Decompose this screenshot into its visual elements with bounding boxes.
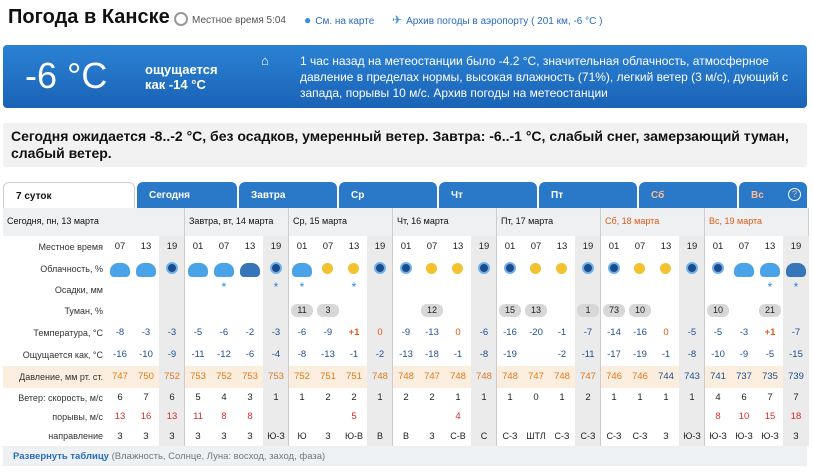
cell-press: 747 — [424, 371, 440, 382]
cell-wind: 0 — [533, 392, 539, 403]
archive-link[interactable]: ✈ Архив погоды в аэропорту ( 201 км, -6 °C ) — [392, 13, 603, 27]
cell-time: 19 — [166, 241, 178, 252]
cell-time: 13 — [348, 241, 360, 252]
sun-icon — [634, 263, 645, 274]
cell-time: 01 — [400, 241, 412, 252]
cloud-icon — [214, 263, 234, 277]
cell-gust — [393, 408, 419, 426]
cell-feels: -10 — [139, 349, 153, 360]
cell-dir: ШТЛ — [526, 431, 546, 441]
cell-time: 07 — [530, 241, 542, 252]
day-tabs — [3, 182, 807, 208]
cell-gust — [601, 408, 627, 426]
cell-gust — [679, 408, 705, 426]
cell-wind: 1 — [299, 392, 305, 403]
cell-feels: -5 — [765, 349, 775, 360]
snow-icon: * — [767, 280, 773, 294]
cell-temp: -2 — [245, 327, 255, 338]
cell-time: 07 — [426, 241, 438, 252]
snow-icon: * — [793, 280, 799, 294]
cell-wind: 6 — [741, 392, 747, 403]
cell-temp: -8 — [115, 327, 125, 338]
cell-wind: 2 — [403, 392, 409, 403]
cell-gust: 10 — [738, 411, 750, 422]
cell-temp: -14 — [607, 327, 621, 338]
cell-dir: З — [221, 431, 227, 441]
cell-wind: 7 — [143, 392, 149, 403]
cloud-icon — [786, 263, 806, 277]
tab-2[interactable] — [239, 182, 337, 208]
cell-dir: Ю-З — [683, 431, 701, 441]
cell-time: 19 — [270, 241, 282, 252]
snow-icon: * — [299, 280, 305, 294]
cell-feels: -2 — [375, 349, 385, 360]
cell-feels: -11 — [191, 349, 205, 360]
cell-press: 751 — [320, 371, 336, 382]
cell-gust — [549, 408, 575, 426]
cell-feels: -1 — [661, 349, 671, 360]
tab-label: Сб — [651, 190, 665, 201]
cell-dir: Ю — [297, 431, 307, 441]
cell-time: 07 — [218, 241, 230, 252]
tab-label: Вс — [751, 190, 764, 201]
cell-time: 01 — [712, 241, 724, 252]
cell-gust: 8 — [247, 411, 253, 422]
cell-press: 735 — [762, 371, 778, 382]
cloud-icon — [240, 263, 260, 277]
tab-label: Завтра — [251, 190, 286, 201]
cell-temp: -5 — [193, 327, 203, 338]
cell-gust — [653, 408, 679, 426]
cell-time: 13 — [140, 241, 152, 252]
cell-temp: -16 — [633, 327, 647, 338]
cell-dir: С-З — [632, 431, 648, 441]
tab-label: Чт — [451, 190, 463, 201]
cell-temp: -20 — [529, 327, 543, 338]
cell-press: 748 — [398, 371, 414, 382]
moon-icon — [374, 262, 386, 274]
cell-gust: 13 — [166, 411, 178, 422]
cell-dir: З — [325, 431, 331, 441]
cell-gust — [419, 408, 445, 426]
cell-wind: 4 — [715, 392, 721, 403]
cell-press: 747 — [112, 371, 128, 382]
cell-temp: -13 — [425, 327, 439, 338]
cell-gust — [289, 408, 315, 426]
station-icon: ⌂ — [261, 53, 269, 68]
cell-dir: С-З — [580, 431, 596, 441]
moon-icon — [166, 262, 178, 274]
cell-dir: З — [429, 431, 435, 441]
cell-feels: -17 — [607, 349, 621, 360]
cell-gust: 5 — [351, 411, 357, 422]
moon-icon — [270, 262, 282, 274]
cell-temp: 0 — [377, 327, 383, 338]
day-header: Ср, 15 марта — [289, 208, 393, 236]
tab-5[interactable] — [539, 182, 637, 208]
cell-press: 741 — [710, 371, 726, 382]
cell-press: 744 — [658, 371, 674, 382]
forecast-table — [3, 208, 807, 446]
cell-temp: +1 — [348, 327, 360, 338]
tab-1[interactable] — [137, 182, 237, 208]
fog-badge: 15 — [499, 304, 521, 317]
cloud-icon — [110, 263, 130, 277]
cell-wind: 6 — [169, 392, 175, 403]
sun-icon — [426, 263, 437, 274]
sun-icon — [348, 263, 359, 274]
cell-press: 746 — [632, 371, 648, 382]
station-report: 1 час назад на метеостанции было -4.2 °C, значительная облачность, атмосферное давление в пределах нормы, высокая влажность (71%), легкий ветер (3 м/с), дующий с запада, порывы 10 м/с. Архив погоды на метеостанции — [300, 54, 789, 100]
row-label-precip: Осадки, мм — [54, 285, 103, 295]
cell-feels: -10 — [711, 349, 725, 360]
cell-press: 751 — [346, 371, 362, 382]
row-label-wind: Ветер: скорость, м/с — [18, 393, 103, 403]
cell-wind: 1 — [273, 392, 279, 403]
cell-dir: Ю-З — [267, 431, 285, 441]
day-header: Сб, 18 марта — [601, 208, 705, 236]
cell-feels: -6 — [245, 349, 255, 360]
cell-feels: -8 — [687, 349, 697, 360]
day-header: Чт, 16 марта — [393, 208, 497, 236]
cell-wind: 5 — [195, 392, 201, 403]
forecast-summary: Сегодня ожидается -8..-2 °C, без осадков, умеренный ветер. Завтра: -6..-1 °C, слабый снег, замерзающий туман, слабый ветер. — [3, 123, 807, 167]
cell-wind: 2 — [429, 392, 435, 403]
cell-wind: 7 — [767, 392, 773, 403]
cell-wind: 1 — [611, 392, 617, 403]
cloud-icon — [760, 263, 780, 277]
cell-temp: -9 — [401, 327, 411, 338]
sun-icon — [322, 263, 333, 274]
tab-6[interactable] — [639, 182, 737, 208]
cell-dir: Ю-З — [709, 431, 727, 441]
row-label-feels: Ощущается как, °C — [22, 350, 103, 360]
cell-time: 07 — [114, 241, 126, 252]
cell-time: 07 — [634, 241, 646, 252]
cell-feels: -1 — [453, 349, 463, 360]
fog-badge: 73 — [603, 304, 625, 317]
fog-badge: 1 — [577, 304, 599, 317]
cell-gust — [497, 408, 523, 426]
cell-wind: 7 — [793, 392, 799, 403]
moon-icon — [686, 262, 698, 274]
cell-dir: Ю-З — [735, 431, 753, 441]
cell-feels: -18 — [425, 349, 439, 360]
moon-icon — [712, 262, 724, 274]
cell-wind: 1 — [689, 392, 695, 403]
cell-gust — [575, 408, 601, 426]
cell-feels: -4 — [271, 349, 281, 360]
cell-dir: З — [195, 431, 201, 441]
cell-gust: 15 — [764, 411, 776, 422]
cell-dir: С — [480, 431, 488, 441]
cell-temp: -3 — [141, 327, 151, 338]
cell-wind: 1 — [559, 392, 565, 403]
cell-wind: 2 — [325, 392, 331, 403]
cell-dir: С-З — [502, 431, 518, 441]
row-label-gust: порывы, м/с — [52, 412, 103, 422]
cell-temp: -6 — [479, 327, 489, 338]
cell-dir: З — [117, 431, 123, 441]
tab-7[interactable] — [739, 182, 807, 208]
cell-time: 13 — [244, 241, 256, 252]
cell-temp: -16 — [503, 327, 517, 338]
cell-press: 750 — [138, 371, 154, 382]
cell-dir: З — [247, 431, 253, 441]
cell-temp: -7 — [583, 327, 593, 338]
page-title: Погода в Канске — [8, 6, 170, 28]
sun-icon — [452, 263, 463, 274]
cell-press: 748 — [476, 371, 492, 382]
row-label-press: Давление, мм рт. ст. — [19, 372, 103, 382]
cell-temp: -6 — [219, 327, 229, 338]
cell-feels: -13 — [321, 349, 335, 360]
cell-feels: -13 — [399, 349, 413, 360]
cell-temp: +1 — [764, 327, 776, 338]
cell-feels: -1 — [349, 349, 359, 360]
cell-press: 748 — [554, 371, 570, 382]
cell-dir: Ю-В — [344, 431, 364, 441]
cell-feels: -16 — [113, 349, 127, 360]
cell-feels: -12 — [217, 349, 231, 360]
tab-label: 7 суток — [16, 191, 52, 202]
cell-time: 19 — [582, 241, 594, 252]
cell-time: 13 — [660, 241, 672, 252]
help-icon[interactable]: ? — [788, 188, 801, 201]
tab-label: Пт — [551, 190, 564, 201]
snow-icon: * — [221, 280, 227, 294]
cell-gust: 16 — [140, 411, 152, 422]
expand-table[interactable]: Развернуть таблицу (Влажность, Солнце, Луна: восход, заход, фаза) — [3, 446, 807, 466]
row-label-fog: Туман, % — [64, 306, 103, 316]
cell-press: 753 — [268, 371, 284, 382]
cell-wind: 1 — [455, 392, 461, 403]
cell-wind: 1 — [637, 392, 643, 403]
cell-temp: -3 — [167, 327, 177, 338]
cell-wind: 1 — [377, 392, 383, 403]
cell-temp: -3 — [739, 327, 749, 338]
cell-time: 19 — [686, 241, 698, 252]
cell-gust: 8 — [715, 411, 721, 422]
cell-wind: 1 — [663, 392, 669, 403]
cell-temp: -5 — [713, 327, 723, 338]
cell-wind: 2 — [585, 392, 591, 403]
cell-dir: С-З — [606, 431, 622, 441]
cell-wind: 3 — [247, 392, 253, 403]
cell-feels: -8 — [297, 349, 307, 360]
cell-time: 01 — [504, 241, 516, 252]
cell-gust — [263, 408, 289, 426]
cell-time: 01 — [608, 241, 620, 252]
cloud-icon — [136, 263, 156, 277]
cell-gust — [315, 408, 341, 426]
local-time: Местное время 5:04 — [174, 12, 286, 26]
cell-time: 07 — [738, 241, 750, 252]
sun-icon — [556, 263, 567, 274]
tab-label: Сегодня — [149, 190, 191, 201]
cell-feels: -19 — [503, 349, 517, 360]
feels-like: ощущается как -14 °C — [145, 62, 218, 92]
cell-press: 737 — [736, 371, 752, 382]
cell-time: 13 — [556, 241, 568, 252]
row-label-temp: Температура, °C — [33, 328, 103, 338]
cell-dir: В — [376, 431, 383, 441]
cell-dir: З — [663, 431, 669, 441]
cell-temp: -7 — [791, 327, 801, 338]
cell-wind: 4 — [221, 392, 227, 403]
moon-icon — [504, 262, 516, 274]
tab-0[interactable] — [3, 182, 135, 208]
clock-icon — [174, 12, 188, 26]
cell-time: 19 — [374, 241, 386, 252]
cell-temp: 0 — [663, 327, 669, 338]
cell-dir: С-В — [450, 431, 466, 441]
tab-label: Ср — [351, 190, 365, 201]
cloud-icon — [292, 263, 312, 277]
cell-time: 01 — [296, 241, 308, 252]
cell-dir: З — [169, 431, 175, 441]
cell-dir: З — [793, 431, 799, 441]
snow-icon: * — [273, 280, 279, 294]
cell-gust: 8 — [221, 411, 227, 422]
moon-icon — [582, 262, 594, 274]
cell-press: 752 — [216, 371, 232, 382]
current-temp: -6 °C — [25, 55, 108, 96]
plane-icon: ✈ — [392, 13, 403, 27]
cell-temp: 0 — [455, 327, 461, 338]
day-header: Сегодня, пн, 13 марта — [3, 208, 185, 236]
day-header: Пт, 17 марта — [497, 208, 601, 236]
cell-gust: 13 — [114, 411, 126, 422]
cell-feels: -19 — [633, 349, 647, 360]
tab-4[interactable] — [439, 182, 537, 208]
row-label-dir: направление — [48, 431, 103, 441]
row-label-cloud: Облачность, % — [40, 264, 103, 274]
moon-icon — [400, 262, 412, 274]
cell-time: 19 — [478, 241, 490, 252]
tab-3[interactable] — [339, 182, 437, 208]
cell-time: 13 — [452, 241, 464, 252]
cell-temp: -3 — [271, 327, 281, 338]
cell-temp: -5 — [687, 327, 697, 338]
cell-time: 19 — [790, 241, 802, 252]
cell-feels: -2 — [557, 349, 567, 360]
cloud-icon — [734, 263, 754, 277]
cell-feels: -8 — [479, 349, 489, 360]
cell-press: 747 — [528, 371, 544, 382]
moon-icon — [478, 262, 490, 274]
cell-press: 752 — [294, 371, 310, 382]
fog-badge: 11 — [291, 304, 313, 317]
sun-icon — [660, 263, 671, 274]
cell-press: 747 — [580, 371, 596, 382]
cell-press: 739 — [788, 371, 804, 382]
fog-badge: 13 — [525, 304, 547, 317]
cell-wind: 2 — [351, 392, 357, 403]
cell-gust: 18 — [790, 411, 802, 422]
cell-feels — [523, 344, 549, 366]
cell-press: 748 — [372, 371, 388, 382]
snow-icon: * — [351, 280, 357, 294]
cell-gust — [367, 408, 393, 426]
cell-press: 748 — [502, 371, 518, 382]
cell-gust — [471, 408, 497, 426]
sun-icon — [530, 263, 541, 274]
cell-press: 753 — [242, 371, 258, 382]
pin-icon: ● — [304, 13, 312, 27]
cell-feels: -9 — [739, 349, 749, 360]
day-header: Завтра, вт, 14 марта — [185, 208, 289, 236]
fog-badge: 3 — [317, 304, 339, 317]
cell-press: 743 — [684, 371, 700, 382]
fog-badge: 12 — [421, 304, 443, 317]
header — [0, 0, 813, 38]
cell-feels: -11 — [581, 349, 595, 360]
moon-icon — [608, 262, 620, 274]
cell-feels: -9 — [167, 349, 177, 360]
cell-press: 752 — [164, 371, 180, 382]
cell-wind: 1 — [481, 392, 487, 403]
cell-feels: -15 — [789, 349, 803, 360]
cell-gust: 11 — [193, 411, 203, 422]
cell-gust: 4 — [455, 411, 461, 422]
cell-dir: В — [402, 431, 409, 441]
cell-press: 746 — [606, 371, 622, 382]
cell-wind: 1 — [507, 392, 513, 403]
cell-time: 01 — [192, 241, 204, 252]
cell-dir: Ю-З — [761, 431, 779, 441]
cell-time: 07 — [322, 241, 334, 252]
cell-temp: -1 — [557, 327, 567, 338]
fog-badge: 10 — [707, 304, 729, 317]
row-label-time: Местное время — [38, 242, 103, 252]
cell-press: 753 — [190, 371, 206, 382]
current-weather — [3, 45, 807, 108]
cell-gust — [627, 408, 653, 426]
cell-gust — [523, 408, 549, 426]
map-link[interactable]: ● См. на карте — [304, 13, 375, 27]
cell-time: 13 — [764, 241, 776, 252]
cell-press: 748 — [450, 371, 466, 382]
cell-temp: -9 — [323, 327, 333, 338]
cell-temp: -6 — [297, 327, 307, 338]
cell-wind: 6 — [117, 392, 123, 403]
fog-badge: 10 — [629, 304, 651, 317]
day-header: Вс, 19 марта — [705, 208, 809, 236]
cloud-icon — [188, 263, 208, 277]
fog-badge: 21 — [759, 304, 781, 317]
cell-dir: С-З — [554, 431, 570, 441]
cell-dir: З — [143, 431, 149, 441]
